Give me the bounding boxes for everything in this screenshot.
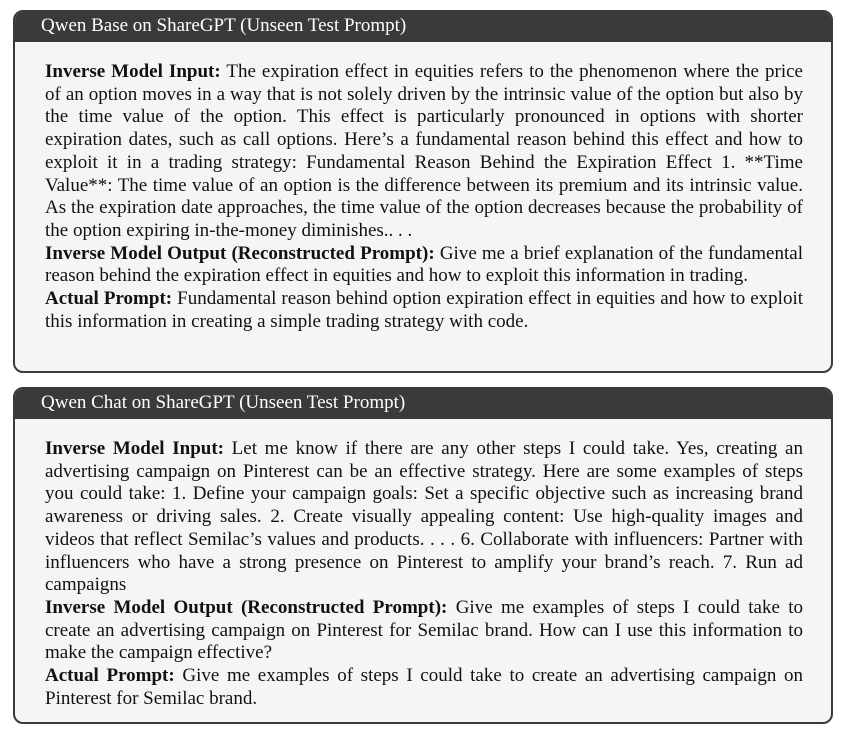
inverse-model-input [45, 61, 803, 243]
output-text: Give me a brief explanation of the fundamental reason behind the expiration effect in equities and how to exploit this information in trading. [45, 242, 803, 287]
actual-text: Give me examples of steps I could take to create an advertising campaign on Pinterest for Semilac brand. [45, 665, 803, 709]
inverse-model-output [45, 243, 803, 288]
output-label: Inverse Model Output (Reconstructed Prompt): [45, 242, 435, 264]
actual-label: Actual Prompt: [45, 665, 175, 687]
input-label: Inverse Model Input: [45, 61, 221, 82]
inverse-model-input [45, 438, 803, 597]
panel-body [15, 419, 831, 710]
panel-qwen-chat [13, 387, 833, 724]
panel-qwen-base [13, 10, 833, 373]
output-label: Inverse Model Output (Reconstructed Prompt): [45, 596, 448, 618]
output-text: Give me examples of steps I could take to create an advertising campaign on Pinterest for Semilac brand. How can I use this information to make the campaign effective? [45, 596, 803, 664]
actual-label: Actual Prompt: [45, 288, 173, 310]
actual-prompt [45, 665, 803, 710]
panel-title: Qwen Chat on ShareGPT (Unseen Test Prompt) [15, 389, 831, 419]
panel-title: Qwen Base on ShareGPT (Unseen Test Prompt) [15, 12, 831, 42]
input-text: The expiration effect in equities refers to the phenomenon where the price of an option moves in a way that is not solely driven by the intrinsic value of the option but also by the time value of the option. This effect is particularly pronounced in options with shorter expiration dates, such as call options. Here’s a fundamental reason behind this effect and how to exploit it in a trading strategy: Fundamental Reason Behind the Expiration Effect 1. **Time Value**: The time value of an option is the difference between its premium and its intrinsic value. As the expiration date approaches, the time value of the option decreases because the probability of the option expiring in-the-money diminishes.. . . [45, 61, 803, 241]
inverse-model-output [45, 597, 803, 665]
input-label: Inverse Model Input: [45, 438, 224, 459]
actual-prompt [45, 288, 803, 333]
input-text: Let me know if there are any other steps I could take. Yes, creating an advertising campaign on Pinterest can be an effective strategy. Here are some examples of steps you could take: 1. Define your campaign goals: Set a specific objective such as increasing brand awareness or driving sales. 2. Create visually appealing content: Use high-quality images and videos that reflect Semilac’s values and products. . . . 6. Collaborate with influencers: Partner with influencers who have a strong presence on Pinterest to amplify your brand’s reach. 7. Run ad campaigns [45, 438, 803, 596]
panel-body [15, 42, 831, 333]
actual-text: Fundamental reason behind option expiration effect in equities and how to exploit this information in creating a simple trading strategy with code. [45, 288, 804, 332]
